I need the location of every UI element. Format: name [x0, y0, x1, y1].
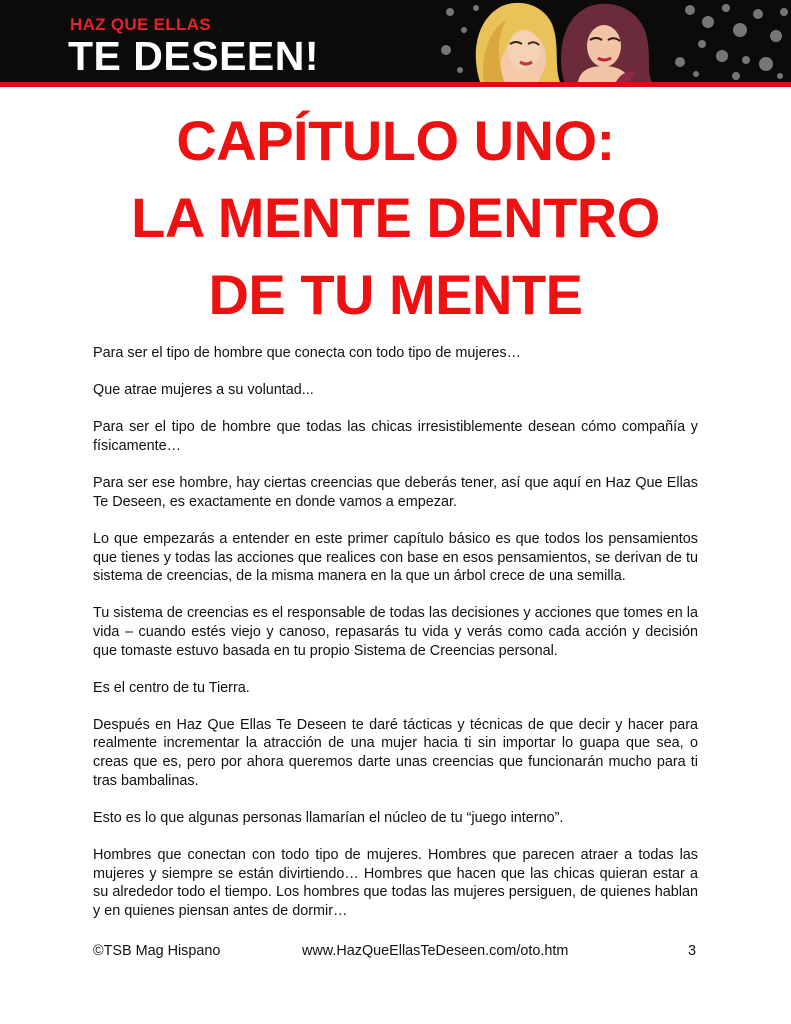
chapter-title-line: CAPÍTULO UNO: [176, 109, 615, 172]
header-red-rule [0, 82, 791, 87]
header-banner [0, 0, 791, 82]
paragraph: Después en Haz Que Ellas Te Deseen te daré tácticas y técnicas de que decir y hacer para realmente incrementar la atracción de una mujer hacia ti sin importar lo guapa que sea, o creas que es, pero por ahora queremos darte unas creencias que funcionarán mucho para ti tras bambalinas. [93, 716, 698, 789]
women-illustration [440, 0, 680, 82]
paragraph: Para ser el tipo de hombre que conecta con todo tipo de mujeres… [93, 345, 521, 361]
footer-url: www.HazQueEllasTeDeseen.com/oto.htm [302, 943, 569, 959]
footer-copyright: ©TSB Mag Hispano [93, 943, 221, 959]
chapter-title-line: DE TU MENTE [208, 263, 583, 326]
chapter-title-line: LA MENTE DENTRO [131, 186, 660, 249]
paragraph: Hombres que conectan con todo tipo de mujeres. Hombres que parecen atraer a todas las mujeres y siempre se están divirtiendo… Hombres que hacen que las chicas quieran estar a su alrededor todo el tiempo. Los hombres que todas las mujeres persiguen, de quienes hablan y en quienes piensan antes de dormir… [93, 847, 698, 919]
page-number: 3 [688, 943, 697, 959]
body-text [93, 344, 698, 939]
paragraph: Que atrae mujeres a su voluntad... [93, 382, 314, 399]
paragraph: Tu sistema de creencias es el responsable de todas las decisiones y acciones que tomes en la vida – cuando estés viejo y canoso, repasarás tu vida y verás como cada acción y decisión que tomaste estuvo basada en tu propio Sistema de Creencias personal. [93, 605, 698, 659]
chapter-title [60, 102, 731, 333]
brand-logo-text: TE DESEEN! [68, 33, 320, 79]
paragraph: Lo que empezarás a entender en este primer capítulo básico es que todos los pensamientos que tienes y todas las acciones que realices con base en esos pensamientos, se derivan de tu sistema de creencias, de la misma manera en la que un árbol crece de una semilla. [93, 530, 698, 585]
paragraph: Para ser ese hombre, hay ciertas creencias que deberás tener, así que aquí en Haz Que Ellas Te Deseen, es exactamente en donde vamos a empezar. [93, 475, 698, 510]
brand-tagline: HAZ QUE ELLAS [70, 15, 211, 34]
paragraph: Esto es lo que algunas personas llamarían el núcleo de tu “juego interno”. [93, 809, 564, 826]
paragraph: Es el centro de tu Tierra. [93, 679, 250, 696]
paragraph: Para ser el tipo de hombre que todas las chicas irresistiblemente desean cómo compañía y físicamente… [93, 419, 698, 454]
